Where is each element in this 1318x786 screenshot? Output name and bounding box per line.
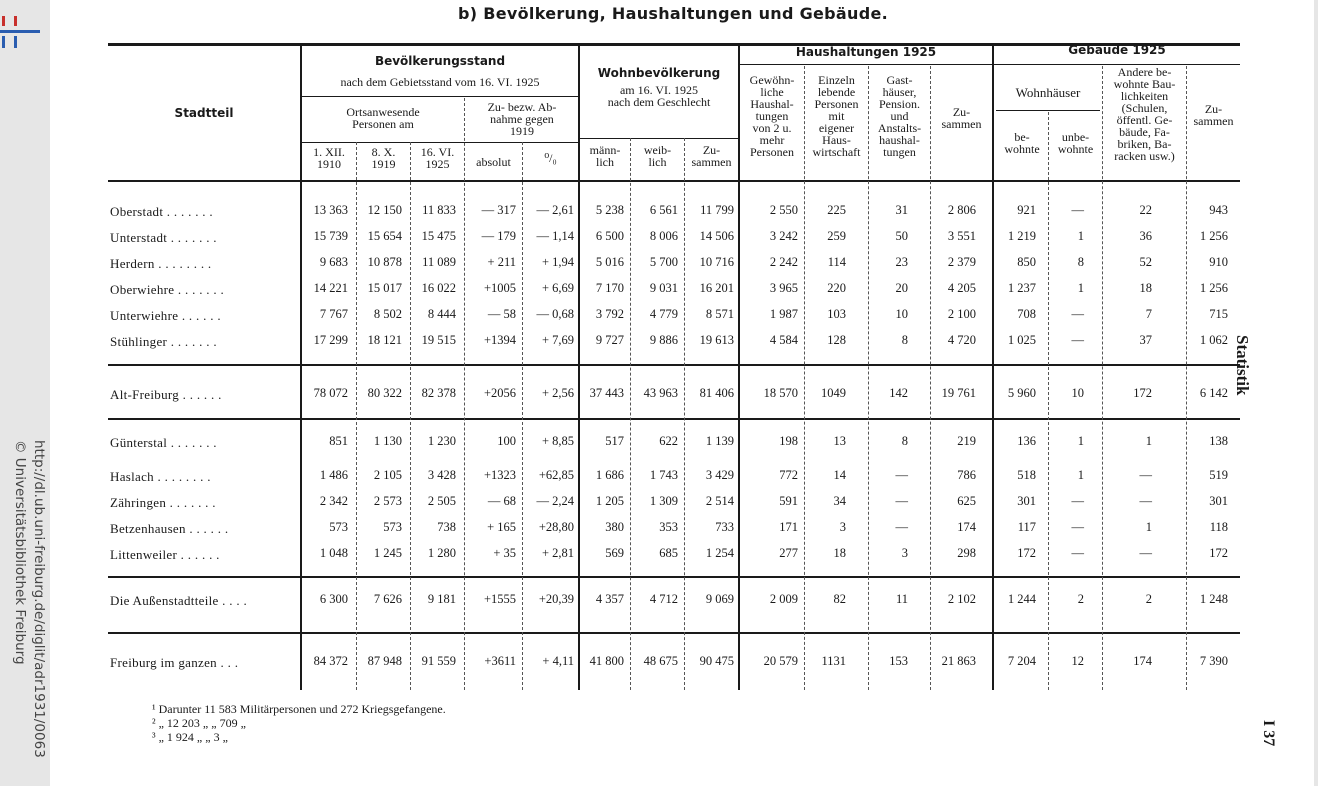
table-cell: + 35 [493,546,516,560]
table-cell: — 179 [481,229,516,243]
table-cell: 1131 [821,654,846,668]
table-cell: 4 712 [649,592,678,606]
table-cell: 4 584 [769,333,798,347]
table-cell: 18 [833,546,846,560]
table-cell: 11 833 [422,203,456,217]
table-cell: 90 475 [699,654,734,668]
row-label: Betzenhausen . . . . . . [110,521,229,536]
table-cell: 10 [1071,386,1084,400]
table-cell: 1 244 [1007,592,1036,606]
table-cell: 1 139 [705,434,734,448]
table-cell: 81 406 [699,386,734,400]
table-cell: 625 [957,494,976,508]
table-cell: + 4,11 [542,654,574,668]
table-cell: 1 486 [319,468,348,482]
table-cell: 8 502 [373,307,402,321]
row-label: Unterstadt . . . . . . . [110,230,217,245]
table-cell: 37 [1139,333,1152,347]
table-cell: 1 686 [595,468,624,482]
table-cell: 15 654 [367,229,402,243]
table-cell: + 1,94 [541,255,574,269]
bevstand-underline [302,96,578,97]
table-cell: 301 [1017,494,1036,508]
table-cell: 573 [329,520,348,534]
table-cell: 174 [1133,654,1152,668]
table-cell: 84 372 [313,654,348,668]
table-cell: 117 [1017,520,1036,534]
table-cell: + 211 [487,255,516,269]
table-cell: 786 [957,468,976,482]
table-cell: 2 550 [769,203,798,217]
table-cell: — [895,520,908,534]
table-cell: 48 675 [643,654,678,668]
header-gewoehnliche: Gewöhn- liche Haushal- tungen von 2 u. mehr Personen [749,73,795,159]
table-cell: — 1,14 [536,229,574,243]
footnote-1: ¹ Darunter 11 583 Militärpersonen und 272 Kriegsgefangene. [152,702,446,716]
table-cell: 277 [779,546,798,560]
table-cell: 219 [957,434,976,448]
page-title: b) Bevölkerung, Haushaltungen und Gebäude. [458,4,889,23]
table-cell: 142 [889,386,908,400]
table-cell: 1 230 [427,434,456,448]
section-rule-2 [108,418,1240,420]
table-cell: 153 [889,654,908,668]
table-cell: 19 613 [699,333,734,347]
table-cell: 2 342 [319,494,348,508]
table-cell: 103 [827,307,846,321]
table-cell: 943 [1209,203,1228,217]
table-cell: 19 761 [941,386,976,400]
table-cell: 622 [659,434,678,448]
table-cell: 10 [895,307,908,321]
header-zusammen-haushalt: Zu- sammen [941,105,982,131]
subcol-div [410,142,411,690]
table-cell: 6 561 [649,203,678,217]
table-cell: 128 [827,333,846,347]
table-cell: 18 121 [367,333,402,347]
table-cell: 1 987 [769,307,798,321]
table-cell: 50 [895,229,908,243]
header-andere: Andere be- wohnte Bau- lichkeiten (Schulen, öffentl. Ge- bäude, Fa- briken, Ba- racken usw.) [1113,65,1176,163]
table-cell: 16 022 [421,281,456,295]
table-cell: 3 428 [427,468,456,482]
dates-underline [302,142,578,143]
table-cell: 1 237 [1007,281,1036,295]
table-cell: 2 009 [769,592,798,606]
table-cell: 1 256 [1199,281,1228,295]
header-bottom-rule [108,180,1240,182]
row-label: Oberwiehre . . . . . . . [110,282,225,297]
haushalt-underline [740,64,992,65]
table-cell: — 68 [487,494,516,508]
row-label: Haslach . . . . . . . . [110,469,211,484]
table-cell: 172 [1133,386,1152,400]
table-cell: +1394 [483,333,516,347]
table-cell: 733 [715,520,734,534]
table-cell: 18 [1139,281,1152,295]
table-cell: + 7,69 [541,333,574,347]
table-cell: 15 017 [367,281,402,295]
table-cell: 2 505 [427,494,456,508]
table-cell: +1005 [483,281,516,295]
table-cell: — [1139,468,1152,482]
table-cell: — 317 [481,203,516,217]
table-cell: 2 100 [947,307,976,321]
header-prozent: ⁰/₀ [544,151,557,165]
table-cell: 171 [779,520,798,534]
table-cell: 4 205 [947,281,976,295]
header-gasthaeuser: Gast- häuser, Pension. und Anstalts- haushal- tungen [877,73,922,159]
table-cell: 174 [957,520,976,534]
table-cell: 518 [1017,468,1036,482]
table-cell: 19 515 [421,333,456,347]
table-cell: 301 [1209,494,1228,508]
viewer-right-edge [1314,0,1318,786]
table-cell: 17 299 [313,333,348,347]
table-cell: 172 [1017,546,1036,560]
table-cell: 20 [895,281,908,295]
wohnhaeuser-underline [996,110,1100,111]
table-cell: 298 [957,546,976,560]
table-cell: 7 [1145,307,1152,321]
table-cell: 1 [1077,229,1084,243]
row-label: Stühlinger . . . . . . . [110,334,217,349]
table-cell: 6 500 [595,229,624,243]
header-gebaeude: Gebäude 1925 [1068,43,1166,57]
table-cell: 118 [1209,520,1228,534]
table-cell: 4 779 [649,307,678,321]
table-cell: + 2,56 [541,386,574,400]
row-label: Unterwiehre . . . . . . [110,308,221,323]
row-label: Günterstal . . . . . . . [110,435,217,450]
header-zusammen-wohnbev: Zu- sammen [691,143,732,169]
table-cell: 1049 [821,386,846,400]
subcol-div [684,138,685,690]
table-cell: +20,39 [538,592,574,606]
table-cell: +2056 [483,386,516,400]
table-cell: 519 [1209,468,1228,482]
row-label: Oberstadt . . . . . . . [110,204,213,219]
header-absolut: absolut [476,155,511,169]
table-cell: + 2,81 [541,546,574,560]
subcol-div [522,142,523,690]
table-cell: 1 [1145,434,1152,448]
table-cell: 136 [1017,434,1036,448]
wohnbev-underline [580,138,738,139]
table-cell: — [895,494,908,508]
table-cell: 5 960 [1007,386,1036,400]
table-cell: 380 [605,520,624,534]
table-cell: 921 [1017,203,1036,217]
section-rule-4 [108,632,1240,634]
header-stadtteil: Stadtteil [174,106,234,120]
table-cell: 5 016 [595,255,624,269]
table-cell: 91 559 [421,654,456,668]
header-bevoelkerungsstand: Bevölkerungsstand [374,54,506,68]
table-cell: 18 570 [763,386,798,400]
table-cell: 6 300 [319,592,348,606]
header-wohnbevoelkerung: Wohnbevölkerung [597,66,721,80]
table-cell: 1 [1077,434,1084,448]
header-haushaltungen: Haushaltungen 1925 [795,45,937,59]
table-cell: 13 [833,434,846,448]
table-cell: 8 [901,333,908,347]
table-cell: 36 [1139,229,1152,243]
table-cell: 31 [895,203,908,217]
table-cell: 41 800 [589,654,624,668]
table-cell: — 2,61 [536,203,574,217]
table-cell: 573 [383,520,402,534]
table-cell: 8 571 [705,307,734,321]
header-zu-abnahme: Zu- bezw. Ab- nahme gegen 1919 [487,100,557,138]
subcol-div [630,138,631,690]
table-cell: 708 [1017,307,1036,321]
viewer-sidebar [0,0,50,786]
table-cell: 23 [895,255,908,269]
table-cell: 82 [833,592,846,606]
table-cell: 1 130 [373,434,402,448]
table-cell: 1 245 [373,546,402,560]
table-cell: 517 [605,434,624,448]
table-cell: 37 443 [589,386,624,400]
table-cell: 8 [1077,255,1084,269]
table-cell: 7 767 [319,307,348,321]
row-label: Die Außenstadtteile . . . . [110,593,247,608]
page-number: I 37 [1260,720,1277,747]
table-cell: 7 390 [1199,654,1228,668]
table-cell: + 8,85 [541,434,574,448]
table-cell: 685 [659,546,678,560]
table-cell: 850 [1017,255,1036,269]
table-cell: 1 280 [427,546,456,560]
table-cell: 198 [779,434,798,448]
table-cell: 11 799 [700,203,734,217]
table-cell: 9 069 [705,592,734,606]
table-cell: 2 806 [947,203,976,217]
table-cell: 15 739 [313,229,348,243]
table-cell: 21 863 [941,654,976,668]
university-logo-icon [0,12,40,52]
table-cell: 10 716 [699,255,734,269]
table-cell: 2 [1077,592,1084,606]
vertical-heading: Statistik [1233,335,1252,396]
table-cell: +3611 [484,654,516,668]
table-cell: 1 743 [649,468,678,482]
table-cell: +62,85 [538,468,574,482]
table-cell: 2 573 [373,494,402,508]
header-date-1919: 8. X. 1919 [371,145,396,171]
table-cell: 82 378 [421,386,456,400]
table-cell: 3 [839,520,846,534]
table-cell: 1 254 [705,546,734,560]
table-cell: 14 506 [699,229,734,243]
row-label: Alt-Freiburg . . . . . . [110,387,222,402]
table-cell: 8 444 [427,307,456,321]
table-cell: 1 309 [649,494,678,508]
row-label: Zähringen . . . . . . . [110,495,216,510]
table-cell: — [1071,203,1084,217]
table-cell: 80 322 [367,386,402,400]
table-cell: 7 170 [595,281,624,295]
header-ortsanwesende: Ortsanwesende Personen am [346,105,420,131]
table-cell: 9 181 [427,592,456,606]
table-cell: 6 142 [1199,386,1228,400]
table-cell: 16 201 [699,281,734,295]
table-cell: — [1071,307,1084,321]
header-date-1910: 1. XII. 1910 [313,145,345,171]
header-wohnhaeuser: Wohnhäuser [1015,85,1081,100]
table-cell: 14 221 [313,281,348,295]
table-cell: +1555 [483,592,516,606]
table-cell: 13 363 [313,203,348,217]
table-cell: — [895,468,908,482]
table-cell: 9 727 [595,333,624,347]
table-cell: 11 [895,592,908,606]
table-cell: 1 048 [319,546,348,560]
table-cell: 87 948 [367,654,402,668]
table-cell: 715 [1209,307,1228,321]
table-cell: — [1071,333,1084,347]
table-cell: — [1071,494,1084,508]
table-cell: 5 238 [595,203,624,217]
table-cell: 8 006 [649,229,678,243]
table-cell: 9 683 [319,255,348,269]
table-cell: — [1139,546,1152,560]
header-date-1925: 16. VI. 1925 [420,145,455,171]
table-cell: 5 700 [649,255,678,269]
table-cell: 1 [1077,281,1084,295]
table-cell: 12 150 [367,203,402,217]
table-cell: 3 551 [947,229,976,243]
table-cell: 11 089 [422,255,456,269]
table-cell: 78 072 [313,386,348,400]
header-zusammen-gebaeude: Zu- sammen [1193,102,1234,128]
table-cell: 3 429 [705,468,734,482]
header-weiblich: weib- lich [643,143,672,169]
header-unbewohnte: unbe- wohnte [1057,130,1094,156]
row-label: Herdern . . . . . . . . [110,256,212,271]
source-url[interactable]: http://dl.ub.uni-freiburg.de/diglit/adr1931/0063 [31,440,47,758]
table-cell: 910 [1209,255,1228,269]
table-cell: 12 [1071,654,1084,668]
table-cell: + 6,69 [541,281,574,295]
header-gebietsstand: nach dem Gebietsstand vom 16. VI. 1925 [340,75,540,89]
table-cell: 2 102 [947,592,976,606]
table-cell: 7 626 [373,592,402,606]
row-label: Littenweiler . . . . . . [110,547,220,562]
table-cell: 9 031 [649,281,678,295]
table-cell: +1323 [483,468,516,482]
header-wohnbev-sub: am 16. VI. 1925 nach dem Geschlecht [607,83,711,109]
table-cell: 8 [901,434,908,448]
table-cell: 9 886 [649,333,678,347]
footnote-3: ³ „ 1 924 „ „ 3 „ [152,730,228,744]
table-cell: 3 242 [769,229,798,243]
table-cell: — 0,68 [536,307,574,321]
table-cell: 3 965 [769,281,798,295]
table-cell: — 58 [487,307,516,321]
table-cell: 22 [1139,203,1152,217]
table-cell: 10 878 [367,255,402,269]
table-cell: 34 [833,494,846,508]
section-rule-3 [108,576,1240,578]
table-cell: 52 [1139,255,1152,269]
table-cell: 1 025 [1007,333,1036,347]
table-cell: 1 062 [1199,333,1228,347]
header-maennlich: männ- lich [589,143,621,169]
table-cell: 772 [779,468,798,482]
table-cell: 3 [901,546,908,560]
table-cell: — [1071,546,1084,560]
table-cell: 1 205 [595,494,624,508]
table-cell: 4 720 [947,333,976,347]
table-cell: — [1139,494,1152,508]
table-cell: 353 [659,520,678,534]
table-cell: — [1071,520,1084,534]
table-cell: 15 475 [421,229,456,243]
row-label: Freiburg im ganzen . . . [110,655,239,670]
table-cell: 138 [1209,434,1228,448]
table-cell: 4 357 [595,592,624,606]
sidebar-caption [8,440,48,770]
table-cell: 14 [833,468,846,482]
table-cell: 569 [605,546,624,560]
section-rule-1 [108,364,1240,366]
header-bewohnte: be- wohnte [1004,130,1040,156]
table-cell: + 165 [487,520,516,534]
table-cell: 2 379 [947,255,976,269]
table-cell: 225 [827,203,846,217]
gebaeude-underline [994,64,1240,65]
footnote-2: ² „ 12 203 „ „ 709 „ [152,716,246,730]
header-einzeln: Einzeln lebende Personen mit eigener Haus- wirtschaft [812,73,861,159]
table-cell: 172 [1209,546,1228,560]
table-cell: 1 256 [1199,229,1228,243]
table-cell: 114 [827,255,846,269]
table-cell: 1 [1145,520,1152,534]
table-cell: 259 [827,229,846,243]
table-cell: 851 [329,434,348,448]
table-cell: 1 248 [1199,592,1228,606]
table-cell: 2 [1145,592,1152,606]
table-cell: 100 [497,434,516,448]
table-cell: 591 [779,494,798,508]
subcol-div [356,142,357,690]
table-cell: +28,80 [538,520,574,534]
copyright-note: © Universitätsbibliothek Freiburg [12,440,28,665]
table-cell: 20 579 [763,654,798,668]
table-cell: 1 219 [1007,229,1036,243]
table-cell: 7 204 [1007,654,1036,668]
table-cell: 2 242 [769,255,798,269]
table-cell: 2 514 [705,494,734,508]
table-cell: 2 105 [373,468,402,482]
table-cell: 220 [827,281,846,295]
table-cell: 43 963 [643,386,678,400]
table-cell: — 2,24 [536,494,574,508]
table-cell: 3 792 [595,307,624,321]
table-cell: 1 [1077,468,1084,482]
table-cell: 738 [437,520,456,534]
